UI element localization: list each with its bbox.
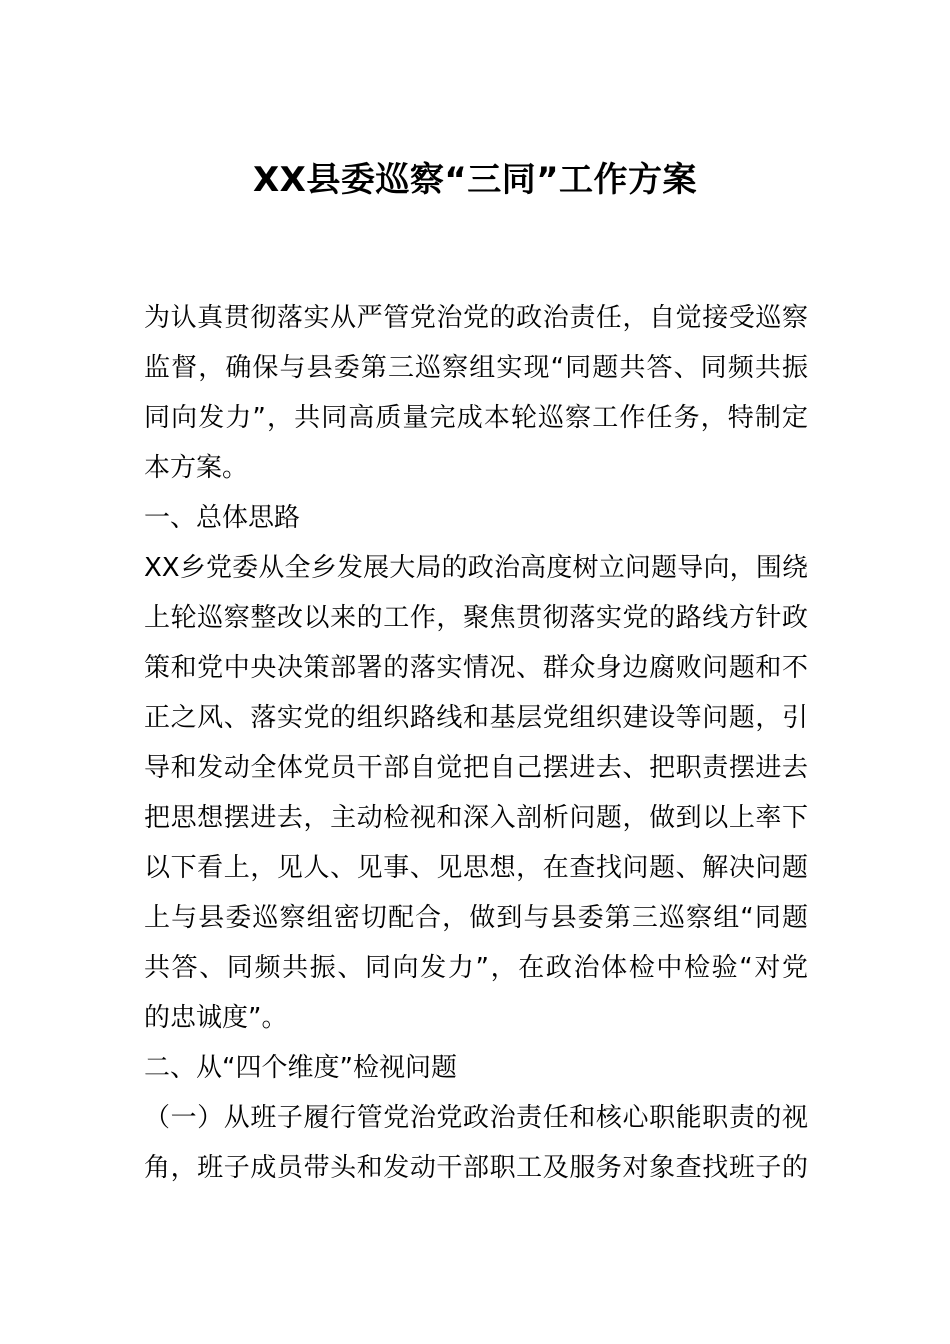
body-line: 导和发动全体党员干部自觉把自己摆进去、把职责摆进去: [144, 753, 808, 783]
body-line: 上与县委巡察组密切配合，做到与县委第三巡察组“同题: [144, 903, 808, 933]
body-line: 以下看上，见人、见事、见思想，在查找问题、解决问题: [144, 853, 808, 883]
body-line: 同向发力”，共同高质量完成本轮巡察工作任务，特制定: [144, 403, 808, 433]
section-heading-1: 一、总体思路: [144, 503, 301, 533]
document-title: XX县委巡察“三同”工作方案: [252, 160, 698, 200]
body-line: 的忠诚度”。: [144, 1003, 288, 1033]
document-body: [144, 293, 808, 1193]
body-line: 策和党中央决策部署的落实情况、群众身边腐败问题和不: [144, 653, 808, 683]
body-line: 正之风、落实党的组织路线和基层党组织建设等问题，引: [144, 703, 808, 733]
body-line: 角，班子成员带头和发动干部职工及服务对象查找班子的: [144, 1153, 808, 1183]
body-line: 共答、同频共振、同向发力”，在政治体检中检验“对党: [144, 953, 808, 983]
section-heading-2: 二、从“四个维度”检视问题: [144, 1053, 457, 1083]
body-line: （一）从班子履行管党治党政治责任和核心职能职责的视: [144, 1103, 808, 1133]
body-line: 监督，确保与县委第三巡察组实现“同题共答、同频共振: [144, 353, 808, 383]
body-line: 上轮巡察整改以来的工作，聚焦贯彻落实党的路线方针政: [144, 603, 808, 633]
body-line: 把思想摆进去，主动检视和深入剖析问题，做到以上率下: [144, 803, 808, 833]
body-line: 本方案。: [144, 453, 249, 483]
body-line: XX乡党委从全乡发展大局的政治高度树立问题导向，围绕: [144, 553, 808, 583]
body-line: 为认真贯彻落实从严管党治党的政治责任，自觉接受巡察: [144, 303, 808, 333]
